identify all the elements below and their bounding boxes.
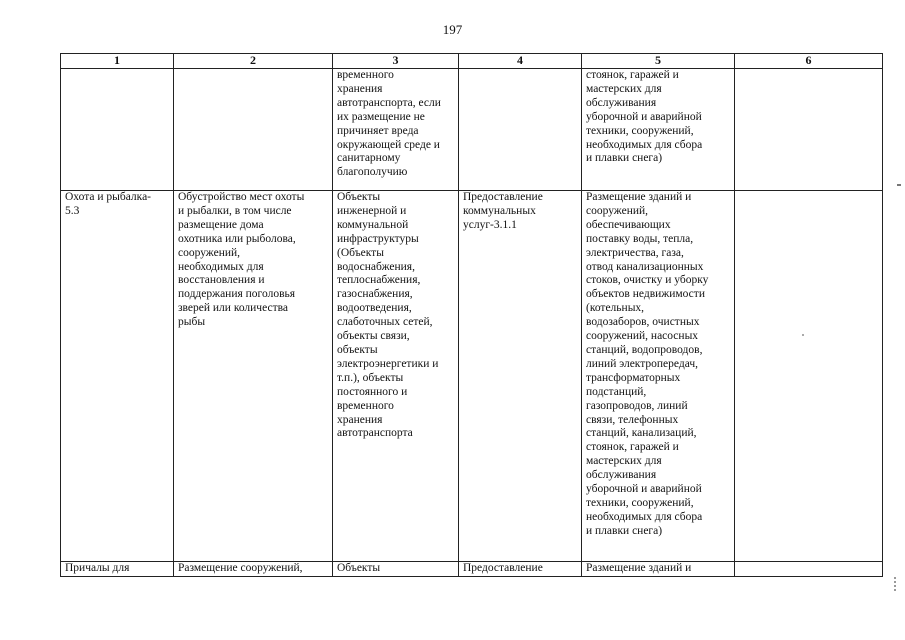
table-cell (735, 69, 883, 191)
column-header-5: 5 (582, 54, 735, 69)
table-cell: Предоставление коммунальных услуг-3.1.1 (459, 191, 582, 562)
table-header-row (61, 54, 883, 69)
table-cell: Объекты инженерной и коммунальной инфраструктуры (Объекты водоснабжения, теплоснабжения, газоснабжения, водоотведения, слаботочных сетей, объекты связи, объекты электроэнергетики и т.п.), объекты постоянного и временного хранения автотранспорта (333, 191, 459, 562)
table-cell: временного хранения автотранспорта, если их размещение не причиняет вреда окружающей среде и санитарному благополучию (333, 69, 459, 191)
land-use-table (60, 53, 883, 577)
table-row (61, 562, 883, 577)
table-cell: Размещение зданий и сооружений, обеспечивающих поставку воды, тепла, электричества, газа, отвод канализационных стоков, очистку и уборку объектов недвижимости (котельных, водозаборов, очистных сооружений, насосных станций, водопроводов, линий электропередач, трансформаторных подстанций, газопроводов, линий связи, телефонных станций, канализаций, стоянок, гаражей и мастерских для обслуживания уборочной и аварийной техники, сооружений, необходимых для сбора и плавки снега) (582, 191, 735, 562)
table-cell: Предоставление (459, 562, 582, 577)
table-cell: Размещение сооружений, (174, 562, 333, 577)
table-cell (61, 69, 174, 191)
column-header-2: 2 (174, 54, 333, 69)
column-header-6: 6 (735, 54, 883, 69)
table-cell (735, 191, 883, 562)
column-header-4: 4 (459, 54, 582, 69)
table-row (61, 69, 883, 191)
column-header-3: 3 (333, 54, 459, 69)
table-cell: Обустройство мест охоты и рыбалки, в том числе размещение дома охотника или рыболова, сооружений, необходимых для восстановления и поддержания поголовья зверей или количества рыбы (174, 191, 333, 562)
scan-margin-marks (892, 575, 898, 597)
page-number: 197 (442, 22, 463, 37)
scan-edge-mark (897, 184, 901, 186)
table-cell: Объекты (333, 562, 459, 577)
table-row (61, 191, 883, 562)
table-cell: Размещение зданий и (582, 562, 735, 577)
table-cell (174, 69, 333, 191)
table-cell: Охота и рыбалка- 5.3 (61, 191, 174, 562)
table-cell: стоянок, гаражей и мастерских для обслуживания уборочной и аварийной техники, сооружений, необходимых для сбора и плавки снега) (582, 69, 735, 191)
table-cell: Причалы для (61, 562, 174, 577)
table-cell (735, 562, 883, 577)
scan-speck (802, 334, 804, 336)
column-header-1: 1 (61, 54, 174, 69)
table-cell (459, 69, 582, 191)
